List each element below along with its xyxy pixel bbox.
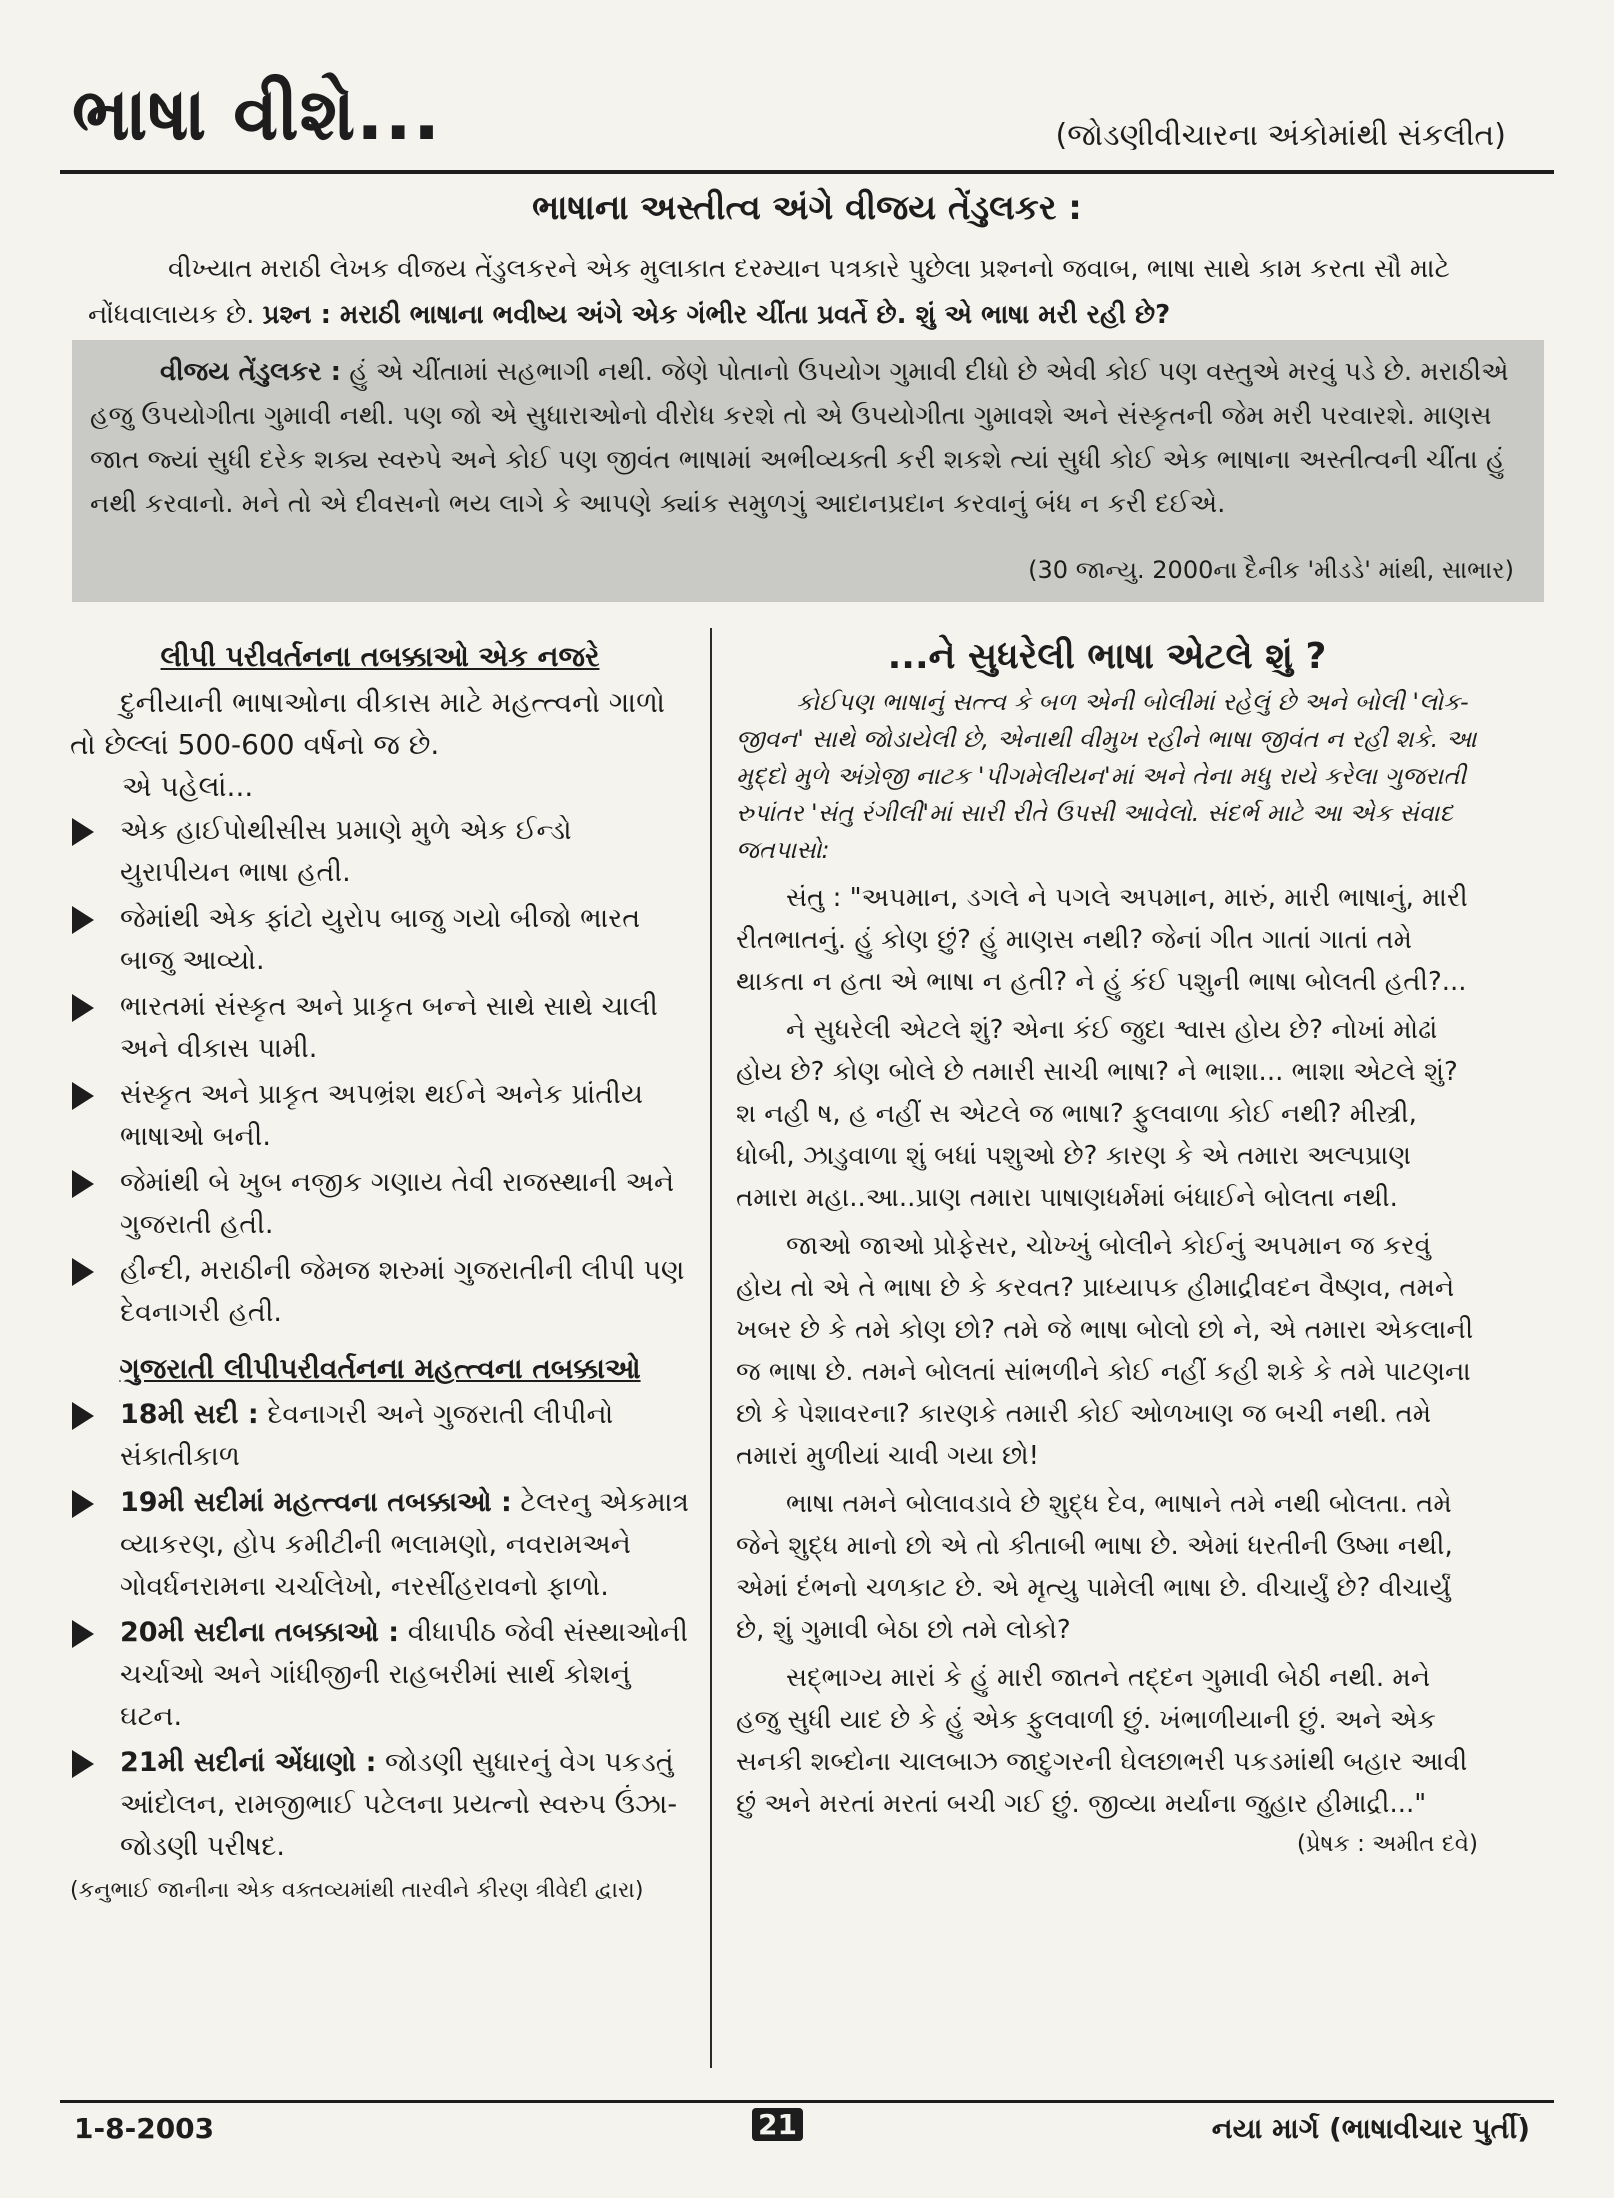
triangle-bullet-icon [72, 1620, 94, 1648]
triangle-bullet-icon [72, 1750, 94, 1778]
list-item: એક હાઈપોથીસીસ પ્રમાણે મુળે એક ઈન્ડો યુરાપીયન ભાષા હતી. [70, 810, 690, 894]
list-item: 20મી સદીના તબક્કાઓ : વીધાપીઠ જેવી સંસ્થાઓની ચર્ચાઓ અને ગાંધીજીની રાહબરીમાં સાર્થ કોશનું ઘટન. [70, 1612, 690, 1738]
publication-name: નયા માર્ગ (ભાષાવીચાર પુર્તી) [1211, 2112, 1530, 2145]
intro-text: વીખ્યાત મરાઠી લેખક વીજય તેંડુલકરને એક મુલાકાત દરમ્યાન પત્રકારે પુછેલા પ્રશ્નનો જવાબ, ભાષા સાથે કામ કરતા સૌ માટે નોંધવાલાયક છે. [88, 254, 1450, 330]
left-paragraph: દુનીયાની ભાષાઓના વીકાસ માટે મહત્ત્વનો ગાળો તો છેલ્લાં 500-600 વર્ષનો જ છે. [70, 686, 666, 761]
triangle-bullet-icon [72, 994, 94, 1022]
triangle-bullet-icon [72, 906, 94, 934]
script-history-list [70, 810, 690, 1334]
answer-paragraph [90, 350, 1526, 526]
list-item: હીન્દી, મરાઠીની જેમજ શરુમાં ગુજરાતીની લીપી પણ દેવનાગરી હતી. [70, 1250, 690, 1334]
triangle-bullet-icon [72, 1082, 94, 1110]
left-credit: (કનુભાઈ જાનીના એક વક્તવ્યમાંથી તારવીને કીરણ ત્રીવેદી દ્વારા) [70, 1878, 644, 1903]
page-title: ભાષા વીશે... [72, 72, 442, 156]
triangle-bullet-icon [72, 1402, 94, 1430]
header-divider [60, 170, 1554, 174]
page-number: 21 [752, 2108, 803, 2141]
list-item: 21મી સદીનાં એંધાણો : જોડણી સુધારનું વેગ પકડતું આંદોલન, રામજીભાઈ પટેલના પ્રયત્નો સ્વરુપ ઉંઝા-જોડણી પરીષદ. [70, 1742, 690, 1868]
left-pre-bullets: એ પહેલાં... [122, 770, 254, 803]
footer-date: 1-8-2003 [74, 2112, 215, 2145]
list-item: ભારતમાં સંસ્કૃત અને પ્રાકૃત બન્ને સાથે સાથે ચાલી અને વીકાસ પામી. [70, 986, 690, 1070]
right-credit: (પ્રેષક : અમીત દવે) [1296, 1831, 1478, 1857]
answer-speaker: વીજય તેંડુલકર : [160, 357, 341, 387]
left-heading-2: ગુજરાતી લીપીપરીવર્તનના મહત્ત્વના તબક્કાઓ [119, 1352, 641, 1385]
list-item: સંસ્કૃત અને પ્રાકૃત અપભ્રંશ થઈને અનેક પ્રાંતીય ભાષાઓ બની. [70, 1074, 690, 1158]
answer-text: હું એ ચીંતામાં સહભાગી નથી. જેણે પોતાનો ઉપયોગ ગુમાવી દીધો છે એવી કોઈ પણ વસ્તુએ મરવું પડે છે. મરાઠીએ હજુ ઉપયોગીતા ગુમાવી નથી. પણ જો એ સુધારાઓનો વીરોધ કરશે તો એ ઉપયોગીતા ગુમાવશે અને સંસ્કૃતની જેમ મરી પરવારશે. માણસ જાત જ્યાં સુધી દરેક શક્ય સ્વરુપે અને કોઈ પણ જીવંત ભાષામાં અભીવ્યક્તી કરી શકશે ત્યાં સુધી કોઈ એક ભાષાના અસ્તીત્વની ચીંતા હું નથી કરવાનો. મને તો એ દીવસનો ભય લાગે કે આપણે ક્યાંક સમુળગું આદાનપ્રદાન કરવાનું બંધ ન કરી દઈએ. [90, 357, 1509, 519]
dialogue-paragraph: ને સુધરેલી એટલે શું? એના કંઈ જુદા શ્વાસ હોય છે? નોખાં મોઢાં હોય છે? કોણ બોલે છે તમારી સાચી ભાષા? ને ભાશા... ભાશા એટલે શું? શ નહી ષ, હ નહીં સ એટલે જ ભાષા? ફુલવાળા કોઈ નથી? મીસ્ત્રી, ધોબી, ઝાડુવાળા શું બધાં પશુઓ છે? કારણ કે એ તમારા અલ્પપ્રાણ તમારા મહા..આ..પ્રાણ તમારા પાષાણધર્મમાં બંધાઈને બોલતા નથી. [736, 1015, 1458, 1213]
left-heading-1: લીપી પરીવર્તનના તબક્કાઓ એક નજરે [160, 640, 600, 673]
page-subtitle: (જોડણીવીચારના અંકોમાંથી સંકલીત) [1055, 118, 1506, 153]
column-divider [710, 628, 712, 2068]
dialogue-paragraph: સંતુ : "અપમાન, ડગલે ને પગલે અપમાન, મારું, મારી ભાષાનું, મારી રીતભાતનું. હું કોણ છું? હું માણસ નથી? જેનાં ગીત ગાતાં ગાતાં તમે થાકતા ન હતા એ ભાષા ન હતી? ને હું કંઈ પશુની ભાષા બોલતી હતી?... [736, 883, 1468, 997]
dialogue-paragraph: સદ્ભાગ્ય મારાં કે હું મારી જાતને તદ્દન ગુમાવી બેઠી નથી. મને હજુ સુધી યાદ છે કે હું એક ફુલવાળી છું. ખંભાળીયાની છું. અને એક સનકી શબ્દોના ચાલબાઝ જાદુગરની ઘેલછાભરી પકડમાંથી બહાર આવી છું અને મરતાં મરતાં બચી ગઈ છું. જીવ્યા મર્યાના જુહાર હીમાદ્રી..." [736, 1663, 1468, 1819]
right-intro: કોઈપણ ભાષાનું સત્ત્વ કે બળ એની બોલીમાં રહેલું છે અને બોલી 'લોક-જીવન' સાથે જોડાયેલી છે, એનાથી વીમુખ રહીને ભાષા જીવંત ન રહી શકે. આ મુદ્દો મુળે અંગ્રેજી નાટક 'પીગમેલીયન'માં અને તેના મધુ રાયે કરેલા ગુજરાતી રુપાંતર 'સંતુ રંગીલી'માં સારી રીતે ઉપસી આવેલો. સંદર્ભ માટે આ એક સંવાદ જતપાસો: [736, 688, 1477, 864]
section-heading: ભાષાના અસ્તીત્વ અંગે વીજય તેંડુલકર : [532, 188, 1082, 228]
footer-divider [60, 2100, 1554, 2103]
left-column [70, 640, 690, 1908]
intro-paragraph [88, 246, 1524, 338]
triangle-bullet-icon [72, 818, 94, 846]
interview-question: પ્રશ્ન : મરાઠી ભાષાના ભવીષ્ય અંગે એક ગંભીર ચીંતા પ્રવર્તે છે. શું એ ભાષા મરી રહી છે? [262, 300, 1171, 330]
right-heading: ...ને સુધરેલી ભાષા એટલે શું ? [887, 636, 1327, 677]
gujarati-script-stages-list [70, 1394, 690, 1868]
triangle-bullet-icon [72, 1490, 94, 1518]
list-item: જેમાંથી એક ફાંટો યુરોપ બાજુ ગયો બીજો ભારત બાજુ આવ્યો. [70, 898, 690, 982]
dialogue-paragraph: ભાષા તમને બોલાવડાવે છે શુદ્ધ દેવ, ભાષાને તમે નથી બોલતા. તમે જેને શુદ્ધ માનો છો એ તો કીતાબી ભાષા છે. એમાં ધરતીની ઉષ્મા નથી, એમાં દંભનો ચળકાટ છે. એ મૃત્યુ પામેલી ભાષા છે. વીચાર્યું છે? વીચાર્યું છે, શું ગુમાવી બેઠા છો તમે લોકો? [736, 1489, 1453, 1645]
list-item: 18મી સદી : દેવનાગરી અને ગુજરાતી લીપીનો સંકાતીકાળ [70, 1394, 690, 1478]
triangle-bullet-icon [72, 1170, 94, 1198]
list-item: 19મી સદીમાં મહત્ત્વના તબક્કાઓ : ટેલરનુ એકમાત્ર વ્યાકરણ, હોપ કમીટીની ભલામણો, નવરામઅને ગોવર્ધનરામના ચર્ચાલેખો, નરસીંહરાવનો ફાળો. [70, 1482, 690, 1608]
list-item: જેમાંથી બે ખુબ નજીક ગણાય તેવી રાજસ્થાની અને ગુજરાતી હતી. [70, 1162, 690, 1246]
right-column [736, 636, 1478, 1857]
triangle-bullet-icon [72, 1258, 94, 1286]
answer-source: (30 જાન્યુ. 2000ના દૈનીક 'મીડડે' માંથી, સાભાર) [1028, 556, 1514, 584]
interview-answer-box [72, 340, 1544, 602]
dialogue-paragraph: જાઓ જાઓ પ્રોફેસર, ચોખ્ખું બોલીને કોઈનું અપમાન જ કરવું હોય તો એ તે ભાષા છે કે કરવત? પ્રાધ્યાપક હીમાદ્રીવદન વૈષ્ણવ, તમને ખબર છે કે તમે કોણ છો? તમે જે ભાષા બોલો છો ને, એ તમારા એકલાની જ ભાષા છે. તમને બોલતાં સાંભળીને કોઈ નહીં કહી શકે કે તમે પાટણના છો કે પેશાવરના? કારણકે તમારી કોઈ ઓળખાણ જ બચી નથી. તમે તમારાં મુળીયાં ચાવી ગયા છો! [736, 1231, 1474, 1471]
